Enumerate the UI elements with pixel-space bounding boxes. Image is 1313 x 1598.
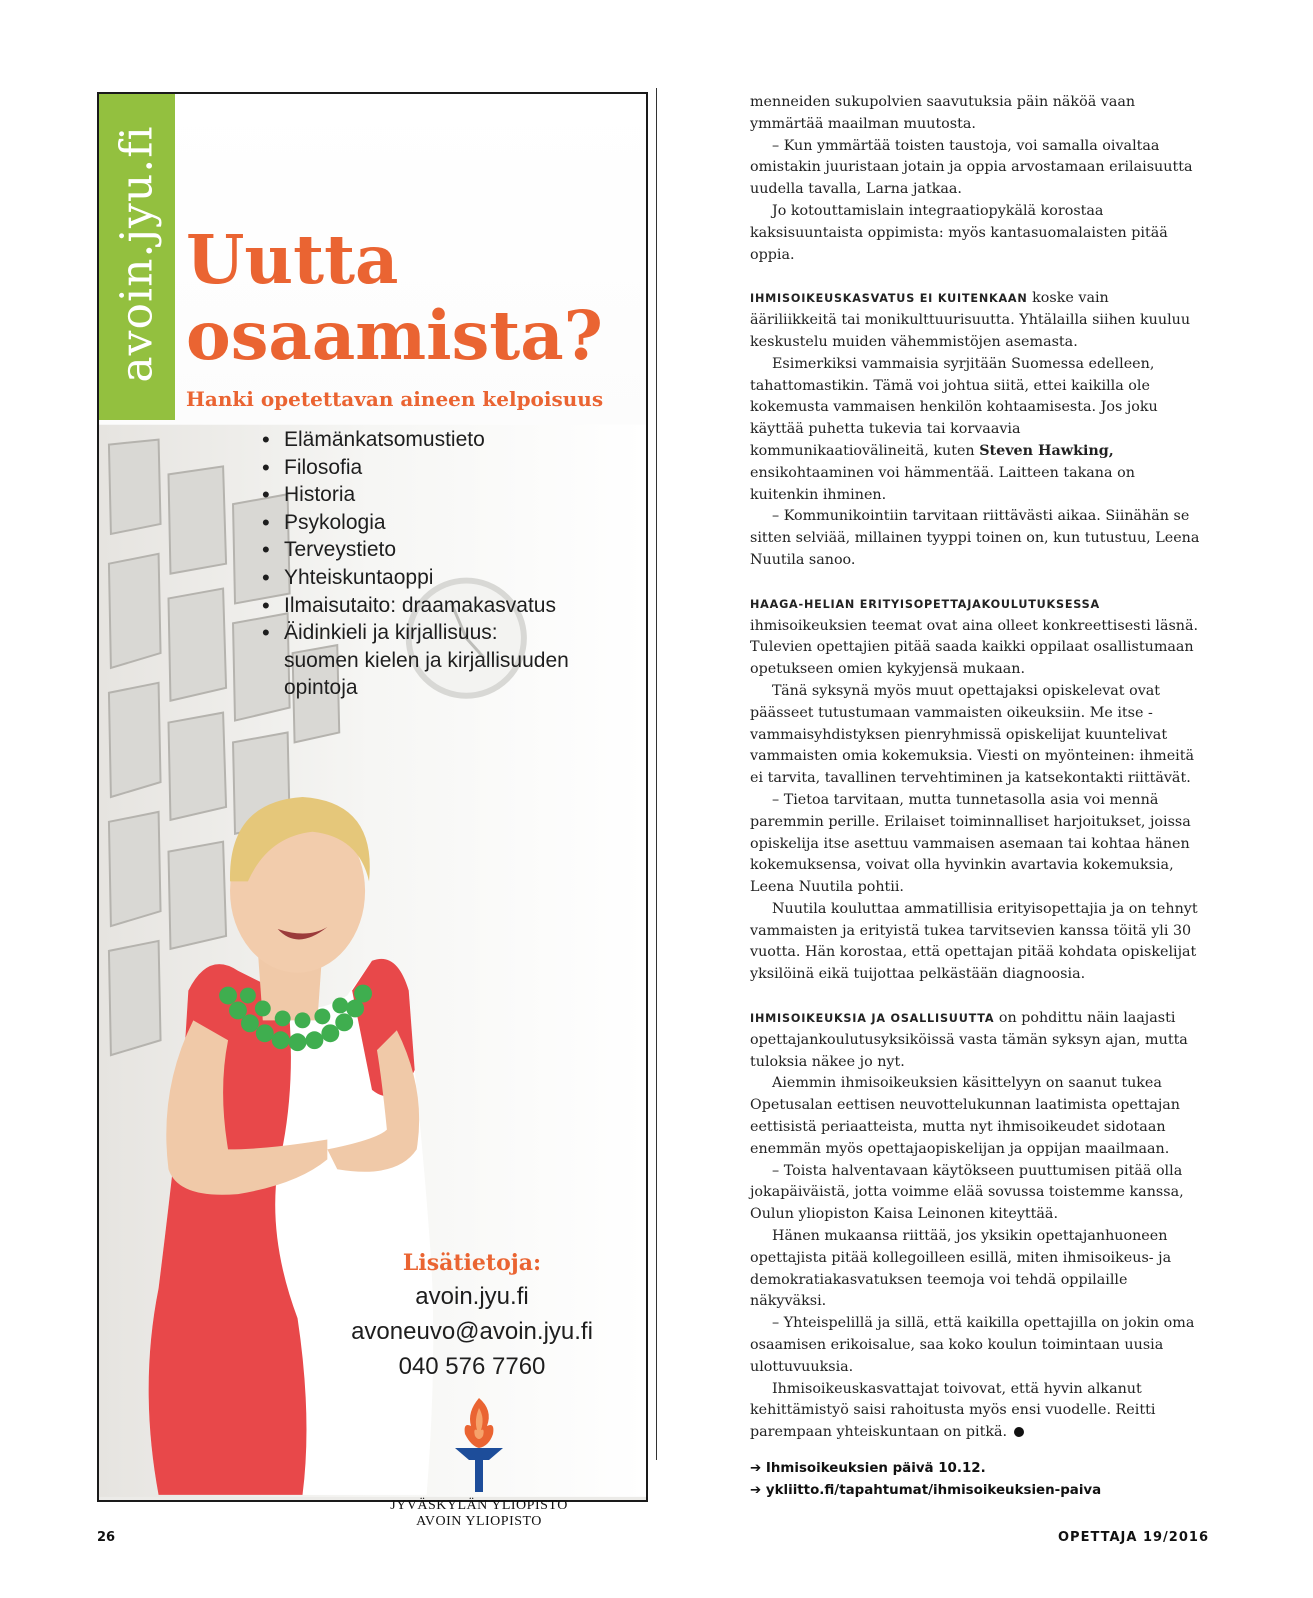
column-divider	[656, 88, 657, 1460]
section-lead: IHMISOIKEUKSIA JA OSALLISUUTTA	[750, 1012, 995, 1026]
list-item: • Historia	[262, 481, 646, 509]
contact-info	[327, 1247, 617, 1384]
ad-subtitle: Hanki opetettavan aineen kelpoisuus	[186, 387, 604, 411]
list-item: • Filosofia	[262, 454, 646, 482]
side-url-bar	[99, 94, 175, 420]
page-number: 26	[97, 1530, 116, 1545]
list-item: • Äidinkieli ja kirjallisuus:	[262, 619, 646, 647]
paragraph: menneiden sukupolvien saavutuksia päin näköä vaan ymmärtää maailman muutosta.	[750, 94, 1136, 132]
contact-phone: 040 576 7760	[398, 1353, 546, 1380]
paragraph: Jo kotouttamislain integraatiopykälä korostaa kaksisuuntaista oppimista: myös kantasuomalaisten pitää oppia.	[750, 202, 1168, 263]
paragraph: – Yhteispelillä ja sillä, että kaikilla opettajilla on jokin oma osaamisen erikoisalue, saa koko koulun toimintaan uusia ulottuvuuksia.	[750, 1315, 1195, 1375]
section-paragraph: HAAGA-HELIAN ERITYISOPETTAJAKOULUTUKSESSA ihmisoikeuksien teemat ovat aina olleet konkreettisesti läsnä. Tulevien opettajien pitää saada kaikki oppilaat osallistumaan opetukseen omien kykyjensä mukaan.	[750, 597, 1199, 678]
paragraph: – Toista halventavaan käytökseen puuttumisen pitää olla jokapäiväistä, jotta voimme elää sovussa toistemme kanssa, Oulun yliopiston Kaisa Leinonen kiteyttää.	[750, 1162, 1184, 1223]
magazine-issue: OPETTAJA 19/2016	[1058, 1530, 1209, 1545]
section-lead: HAAGA-HELIAN ERITYISOPETTAJAKOULUTUKSESSA	[750, 597, 1100, 611]
subject-list	[262, 426, 646, 702]
paragraph: Hänen mukaansa riittää, jos yksikin opettajanhuoneen opettajista pitää kollegoilleen esillä, miten ihmisoikeus- ja demokratiakasvatuksen teemoja voi tehdä oppilaille näkyväksi.	[750, 1228, 1172, 1310]
paragraph: – Kun ymmärtää toisten taustoja, voi samalla oivaltaa omistakin juuristaan jotain ja oppia arvostamaan erilaisuutta uudella tavalla, Larna jatkaa.	[750, 137, 1193, 198]
torch-icon	[449, 1394, 509, 1494]
side-url-text[interactable]: avoin.jyu.fi	[111, 125, 163, 383]
list-item-continuation: suomen kielen ja kirjallisuuden opintoja	[284, 648, 569, 700]
section-paragraph: IHMISOIKEUSKASVATUS EI KUITENKAAN koske vain ääriliikkeitä tai monikulttuurisuutta. Yhtälailla siihen kuuluu keskustelu muiden vähemmistöjen asemasta.	[750, 290, 1191, 350]
advertisement	[97, 92, 648, 1529]
paragraph: – Tietoa tarvitaan, mutta tunnetasolla asia voi mennä paremmin perille. Erilaiset toiminnalliset harjoitukset, joissa opiskelija itse asettuu vammaisen asemaan tai kohtaa hänen kokemuksensa, voivat olla hyvinkin avartavia kokemuksia, Leena Nuutila pohtii.	[750, 791, 1191, 896]
contact-label: Lisätietoja:	[402, 1250, 542, 1276]
list-item: • Ilmaisutaito: draamakasvatus	[262, 592, 646, 620]
logo-line1: JYVÄSKYLÄN YLIOPISTO	[390, 1498, 568, 1513]
section-paragraph: IHMISOIKEUKSIA JA OSALLISUUTTA on pohdittu näin laajasti opettajankoulutusyksiköissä vasta tämän syksyn ajan, mutta tuloksia näkee jo nyt.	[750, 1010, 1188, 1070]
logo-line2: AVOIN YLIOPISTO	[416, 1514, 542, 1529]
ad-headline-line2: osaamista?	[186, 296, 603, 375]
paragraph: Ihmisoikeuskasvattajat toivovat, että hyvin alkanut kehittämistyö saisi rahoitusta myös ensi vuodelle. Reitti parempaan yhteiskuntaan on pitkä.	[750, 1380, 1156, 1441]
university-logo	[369, 1394, 589, 1530]
event-link[interactable]: ➔ Ihmisoikeuksien päivä 10.12.	[750, 1461, 986, 1477]
contact-web-link[interactable]: avoin.jyu.fi	[415, 1283, 529, 1310]
contact-email-link[interactable]: avoneuvo@avoin.jyu.fi	[351, 1318, 593, 1345]
paragraph: Aiemmin ihmisoikeuksien käsittelyyn on saanut tukea Opetusalan eettisen neuvottelukunnan laatimista opettajan eettisistä periaatteista, mutta nyt ihmisoikeudet sidotaan enemmän myös opettajaopiskelijan ja oppijan maailmaan.	[750, 1075, 1181, 1157]
ad-headline	[186, 222, 603, 374]
url-link[interactable]: ➔ ykliitto.fi/tapahtumat/ihmisoikeuksien-paiva	[750, 1483, 1102, 1499]
list-item: • Psykologia	[262, 509, 646, 537]
paragraph: Nuutila kouluttaa ammatillisia erityisopettajia ja on tehnyt vammaisten ja erityistä tukea tarvitsevien kanssa töitä yli 30 vuotta. Hän korostaa, että opettajan pitää kohdata opiskelijat yksilöinä eikä tuijottaa pelkästään diagnoosia.	[750, 900, 1198, 983]
end-mark-icon	[1014, 1427, 1024, 1437]
paragraph: Tänä syksynä myös muut opettajaksi opiskelevat ovat päässeet tutustumaan vammaisten oikeuksiin. Me itse -vammaisyhdistyksen pienryhmissä opiskelijat kuuntelivat vammaisten omia kokemuksia. Viesti on myönteinen: ihmeitä ei tarvita, tavallinen tervehtiminen ja katsekontakti riittävät.	[750, 682, 1195, 787]
list-item: • Yhteiskuntaoppi	[262, 564, 646, 592]
ad-headline-line1: Uutta	[186, 220, 399, 299]
paragraph: – Kommunikointiin tarvitaan riittävästi aikaa. Siinähän se sitten selviää, millainen tyyppi toinen on, kun tutustuu, Leena Nuutila sanoo.	[750, 508, 1200, 568]
person-name: Steven Hawking,	[979, 442, 1114, 459]
article-column	[750, 92, 1200, 1502]
list-item: • Elämänkatsomustieto	[262, 426, 646, 454]
section-lead: IHMISOIKEUSKASVATUS EI KUITENKAAN	[750, 292, 1028, 306]
list-item: • Terveystieto	[262, 536, 646, 564]
paragraph: Esimerkiksi vammaisia syrjitään Suomessa edelleen, tahattomastikin. Tämä voi johtua siitä, ettei kaikilla ole kokemusta vammaisen henkilön kohtaamisesta. Jos joku käyttää puhetta tukevia tai korvaavia kommunikaatiovälineitä, kuten Steven Hawking, ensikohtaaminen voi hämmentää. Laitteen takana on kuitenkin ihminen.	[750, 355, 1158, 503]
related-links	[750, 1458, 1200, 1502]
